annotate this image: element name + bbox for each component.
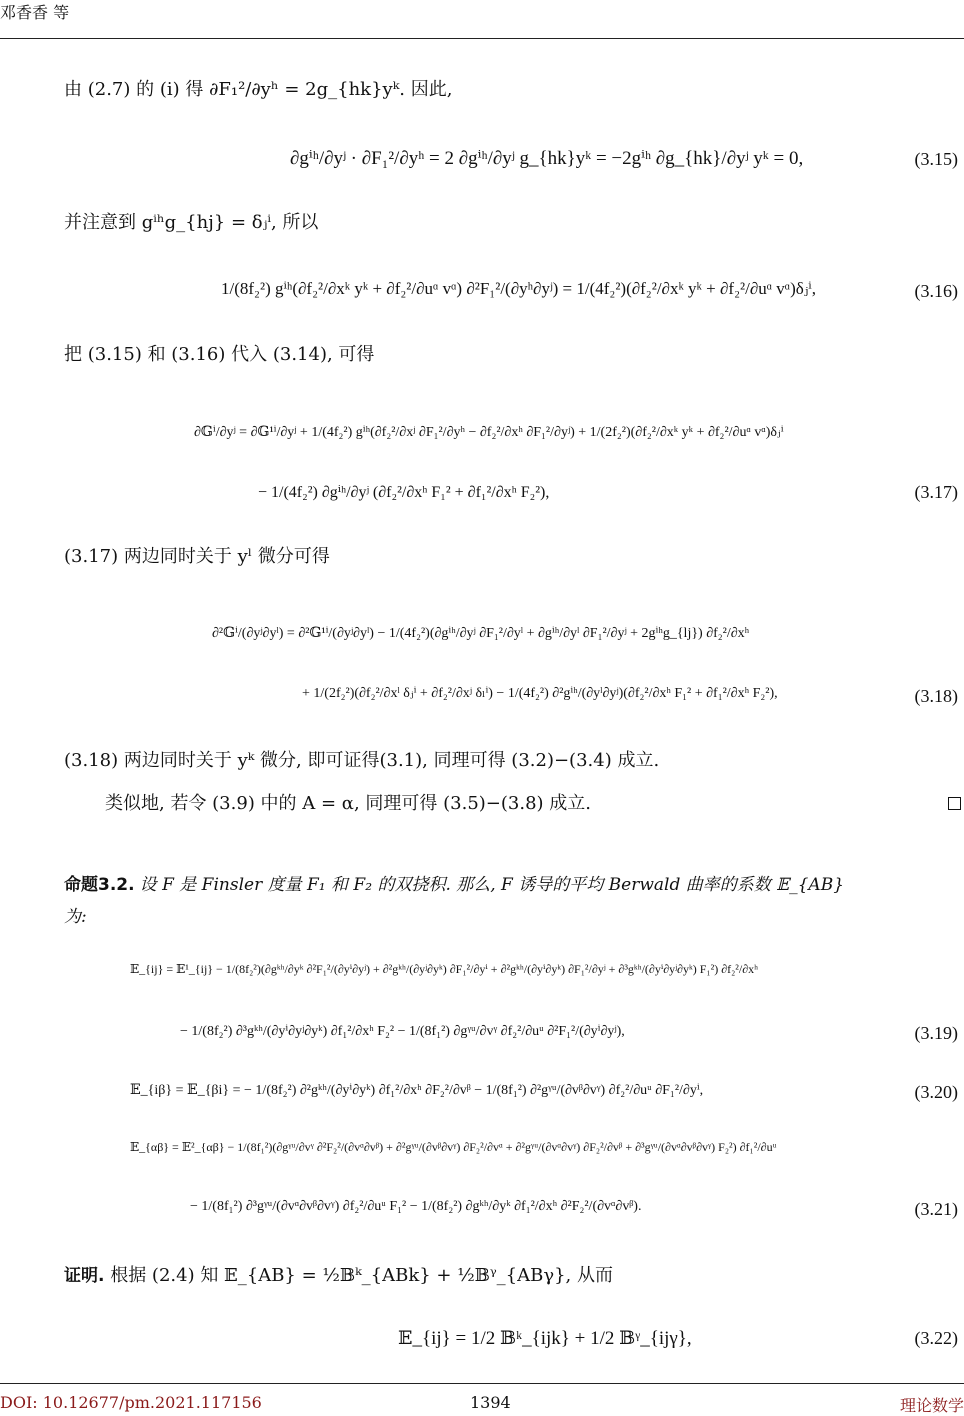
- equation-3-19-line-2: − 1/(8f₂²) ∂³gᵏʰ/(∂yⁱ∂yʲ∂yᵏ) ∂f₁²/∂xʰ F₂² − 1/(8f₁²) ∂gᵞᵘ/∂vᵞ ∂f₂²/∂uᵘ ∂²F₁²/(∂yⁱ∂yʲ),: [180, 1024, 625, 1039]
- proposition-statement: 设 F 是 Finsler 度量 F₁ 和 F₂ 的双挠积. 那么, F 诱导的平均 Berwald 曲率的系数 𝔼_{AB}: [139, 875, 845, 895]
- equation-3-19-line-1: 𝔼_{ij} = 𝔼¹_{ij} − 1/(8f₂²)(∂gᵏʰ/∂yᵏ ∂²F₁²/(∂yⁱ∂yʲ) + ∂²gᵏʰ/(∂yʲ∂yᵏ) ∂F₁²/∂yⁱ + ∂²gᵏʰ/(∂yⁱ∂yᵏ) ∂F₁²/∂yʲ + ∂³gᵏʰ/(∂yⁱ∂yʲ∂yᵏ) F₁²) ∂f₂²/∂xʰ: [130, 962, 759, 976]
- footer-doi-link[interactable]: DOI: 10.12677/pm.2021.117156: [0, 1393, 262, 1412]
- equation-number-3-21[interactable]: (3.21): [914, 1199, 958, 1219]
- proposition-3-2: [64, 870, 844, 895]
- proposition-statement-continued: 为:: [64, 907, 87, 927]
- paragraph-4: (3.17) 两边同时关于 yˡ 微分可得: [64, 546, 330, 567]
- equation-3-18-line-2: + 1/(2f₂²)(∂f₂²/∂xˡ δⱼⁱ + ∂f₂²/∂xʲ δₗⁱ) − 1/(4f₂²) ∂²gⁱʰ/(∂yˡ∂yʲ)(∂f₂²/∂xʰ F₁² + ∂f₁²/∂xʰ F₂²),: [302, 686, 778, 701]
- equation-number-3-15[interactable]: (3.15): [914, 149, 958, 169]
- paragraph-2: 并注意到 gⁱʰg_{hj} = δⱼⁱ, 所以: [64, 212, 319, 233]
- running-header-author: 邓香香 等: [0, 3, 70, 22]
- equation-3-17-line-1: ∂𝔾ⁱ/∂yʲ = ∂𝔾¹ⁱ/∂yʲ + 1/(4f₂²) gⁱʰ(∂f₂²/∂xʲ ∂F₁²/∂yʰ − ∂f₂²/∂xʰ ∂F₁²/∂yʲ) + 1/(2f₂²)(∂f₂²/∂xᵏ yᵏ + ∂f₂²/∂uᵅ vᵅ)δⱼⁱ: [194, 425, 784, 440]
- equation-number-3-16[interactable]: (3.16): [914, 281, 958, 301]
- proof-body: 根据 (2.4) 知 𝔼_{AB} = ½𝔹ᵏ_{ABk} + ½𝔹ᵞ_{ABγ}, 从而: [110, 1265, 613, 1286]
- footer-rule: [0, 1383, 964, 1384]
- equation-3-21-line-1: 𝔼_{αβ} = 𝔼²_{αβ} − 1/(8f₁²)(∂gᵞᵘ/∂vᵞ ∂²F₂²/(∂vᵅ∂vᵝ) + ∂²gᵞᵘ/(∂vᵝ∂vᵞ) ∂F₂²/∂vᵅ + ∂²gᵞᵘ/(∂vᵅ∂vᵞ) ∂F₂²/∂vᵝ + ∂³gᵞᵘ/(∂vᵅ∂vᵝ∂vᵞ) F₂²) ∂f₁²/∂uᵘ: [130, 1140, 777, 1154]
- proof-heading: 证明.: [64, 1266, 105, 1286]
- proof-intro: [64, 1264, 613, 1288]
- paragraph-1: 由 (2.7) 的 (i) 得 ∂F₁²/∂yʰ = 2g_{hk}yᵏ. 因此,: [64, 79, 453, 100]
- footer-journal-link[interactable]: 理论数学: [899, 1396, 964, 1415]
- equation-3-21-line-2: − 1/(8f₁²) ∂³gᵞᵘ/(∂vᵅ∂vᵝ∂vᵞ) ∂f₂²/∂uᵘ F₁² − 1/(8f₂²) ∂gᵏʰ/∂yᵏ ∂f₁²/∂xʰ ∂²F₂²/(∂vᵅ∂vᵝ).: [190, 1199, 642, 1214]
- paragraph-3: 把 (3.15) 和 (3.16) 代入 (3.14), 可得: [64, 344, 375, 365]
- paragraph-5: (3.18) 两边同时关于 yᵏ 微分, 即可证得(3.1), 同理可得 (3.2)−(3.4) 成立.: [64, 750, 660, 771]
- footer-page-number: 1394: [470, 1393, 511, 1412]
- equation-3-18-line-1: ∂²𝔾ⁱ/(∂yʲ∂yˡ) = ∂²𝔾¹ⁱ/(∂yʲ∂yˡ) − 1/(4f₂²)(∂gⁱʰ/∂yʲ ∂F₁²/∂yˡ + ∂gⁱʰ/∂yˡ ∂F₁²/∂yʲ + 2gⁱʰg_{lj}) ∂f₂²/∂xʰ: [212, 626, 750, 641]
- equation-number-3-17[interactable]: (3.17): [914, 482, 958, 502]
- equation-3-16: 1/(8f₂²) gⁱʰ(∂f₂²/∂xᵏ yᵏ + ∂f₂²/∂uᵅ vᵅ) ∂²F₁²/(∂yʰ∂yʲ) = 1/(4f₂²)(∂f₂²/∂xᵏ yᵏ + ∂f₂²/∂uᵅ vᵅ)δⱼⁱ,: [221, 279, 816, 298]
- equation-number-3-22[interactable]: (3.22): [914, 1328, 958, 1348]
- equation-number-3-18[interactable]: (3.18): [914, 686, 958, 706]
- equation-number-3-19[interactable]: (3.19): [914, 1023, 958, 1043]
- equation-3-20: 𝔼_{iβ} = 𝔼_{βi} = − 1/(8f₂²) ∂²gᵏʰ/(∂yⁱ∂yᵏ) ∂f₁²/∂xʰ ∂F₂²/∂vᵝ − 1/(8f₁²) ∂²gᵞᵘ/(∂vᵝ∂vᵞ) ∂f₂²/∂uᵘ ∂F₁²/∂yⁱ,: [130, 1083, 704, 1098]
- proposition-heading: 命题3.2.: [64, 875, 135, 895]
- equation-3-22: 𝔼_{ij} = 1/2 𝔹ᵏ_{ijk} + 1/2 𝔹ᵞ_{ijγ},: [398, 1328, 692, 1349]
- equation-number-3-20[interactable]: (3.20): [914, 1082, 958, 1102]
- equation-3-15: ∂gⁱʰ/∂yʲ · ∂F₁²/∂yʰ = 2 ∂gⁱʰ/∂yʲ g_{hk}yᵏ = −2gⁱʰ ∂g_{hk}/∂yʲ yᵏ = 0,: [290, 148, 804, 169]
- paragraph-6: 类似地, 若令 (3.9) 中的 A = α, 同理可得 (3.5)−(3.8) 成立.: [105, 793, 591, 814]
- equation-3-17-line-2: − 1/(4f₂²) ∂gⁱʰ/∂yʲ (∂f₂²/∂xʰ F₁² + ∂f₁²/∂xʰ F₂²),: [258, 484, 550, 501]
- qed-square-icon: [948, 797, 961, 810]
- header-rule: [0, 38, 964, 39]
